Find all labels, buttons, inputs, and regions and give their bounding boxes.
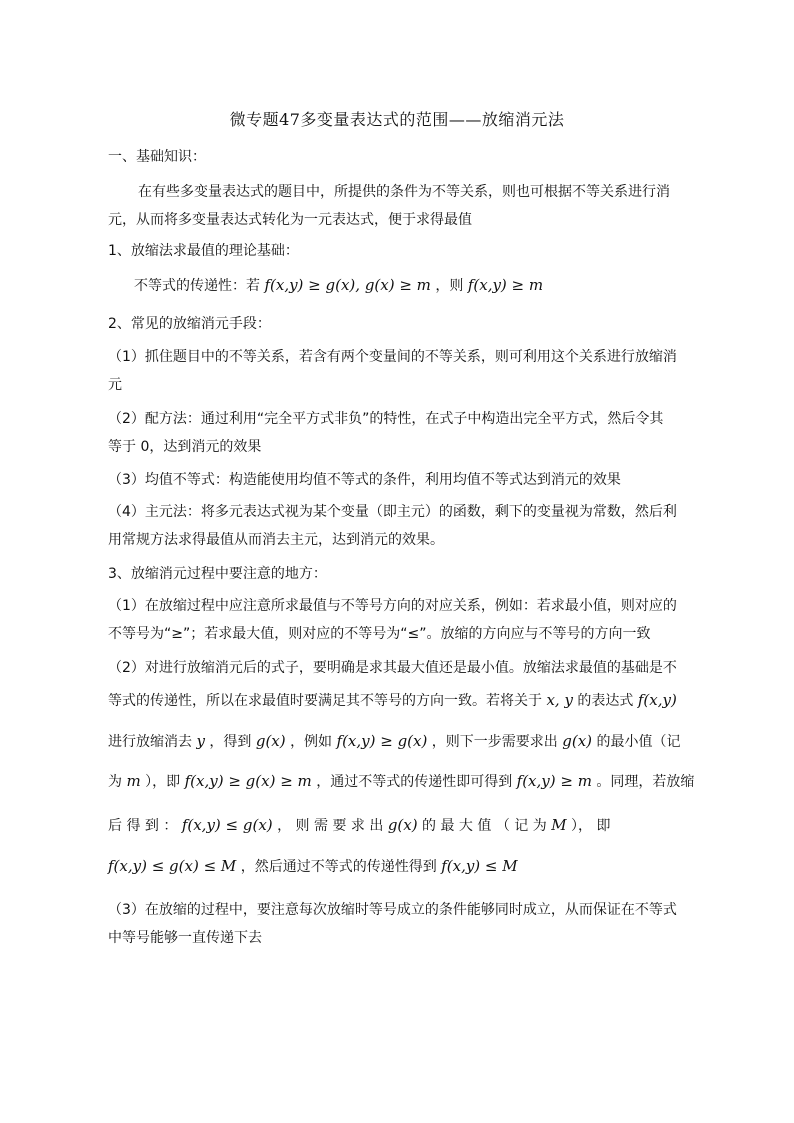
note-2-text: ）， 即 <box>571 818 611 834</box>
note-2-math-xy: x, y <box>546 691 573 709</box>
note-2-text: ，例如 <box>290 734 333 750</box>
note-2-math-gx: g(x) <box>255 732 286 750</box>
note-2-text: ，通过不等式的传递性即可得到 <box>316 774 513 790</box>
theory-formula-2: f(x,y) ≥ m <box>467 276 544 294</box>
method-2-line1: （2）配方法：通过利用“完全平方式非负”的特性，在式子中构造出完全平方式，然后令其 <box>108 411 664 427</box>
note-1-line2: 不等号为“≥”；若求最大值，则对应的不等号为“≤”。放缩的方向应与不等号的方向一致 <box>108 626 651 642</box>
note-2-math-chain-le: f(x,y) ≤ g(x) ≤ M <box>108 857 237 875</box>
method-4-line1: （4）主元法：将多元表达式视为某个变量（即主元）的函数，剩下的变量视为常数，然后利 <box>108 504 677 520</box>
method-2-line2: 等于 0，达到消元的效果 <box>108 439 262 455</box>
note-2-text: 的表达式 <box>577 693 634 709</box>
method-3: （3）均值不等式：构造能使用均值不等式的条件，利用均值不等式达到消元的效果 <box>108 472 621 488</box>
note-2-text: ，则下一步需要求出 <box>431 734 558 750</box>
note-2-math-gx: g(x) <box>562 732 593 750</box>
note-2-line6 <box>108 856 688 876</box>
note-2-math-gx: g(x) <box>387 816 418 834</box>
intro-paragraph-line2: 元，从而将多变量表达式转化为一元表达式，便于求得最值 <box>108 212 472 228</box>
note-2-line2 <box>108 690 688 710</box>
note-2-text: 等式的传递性，所以在求最值时要满足其不等号的方向一致。若将关于 <box>108 693 542 709</box>
method-4-line2: 用常规方法求得最值从而消去主元，达到消元的效果。 <box>108 532 444 548</box>
heading-methods: 2、常见的放缩消元手段： <box>108 316 271 332</box>
note-2-text: ，然后通过不等式的传递性得到 <box>240 859 437 875</box>
method-1-line2: 元 <box>108 377 122 393</box>
note-3-line2: 中等号能够一直传递下去 <box>108 930 262 946</box>
theory-then: ，则 <box>435 278 464 294</box>
note-2-text: ， 则 需 要 求 出 <box>277 818 384 834</box>
note-2-line3 <box>108 731 688 751</box>
note-3-line1: （3）在放缩的过程中，要注意每次放缩时等号成立的条件能够同时成立，从而保证在不等式 <box>108 902 677 918</box>
note-2-line1: （2）对进行放缩消元后的式子，要明确是求其最大值还是最小值。放缩法求最值的基础是不 <box>108 660 677 676</box>
section-heading-basics: 一、基础知识： <box>108 149 206 165</box>
note-2-math-y: y <box>196 732 205 750</box>
note-2-math-m: m <box>126 772 141 790</box>
theory-statement <box>134 275 714 295</box>
page-title: 微专题47多变量表达式的范围——放缩消元法 <box>229 110 565 129</box>
theory-text: 不等式的传递性：若 <box>134 278 260 294</box>
note-2-text: 后 得 到 ： <box>108 818 178 834</box>
note-2-text: ），即 <box>145 774 181 790</box>
note-2-math-M: M <box>551 816 567 834</box>
note-2-line4 <box>108 771 695 791</box>
note-2-text: 。同理，若放缩 <box>596 774 695 790</box>
note-2-text: 为 <box>108 774 122 790</box>
note-2-math-fxy: f(x,y) <box>637 691 677 709</box>
note-2-math-ineq-le: f(x,y) ≤ g(x) <box>181 816 273 834</box>
note-2-math-result-le: f(x,y) ≤ M <box>441 857 518 875</box>
theory-formula-1: f(x,y) ≥ g(x), g(x) ≥ m <box>264 276 431 294</box>
note-2-line5 <box>108 815 688 835</box>
note-2-math-chain: f(x,y) ≥ g(x) ≥ m <box>184 772 312 790</box>
method-1-line1: （1）抓住题目中的不等关系，若含有两个变量间的不等关系，则可利用这个关系进行放缩消 <box>108 349 677 365</box>
heading-theory: 1、放缩法求最值的理论基础： <box>108 243 299 259</box>
note-2-text: 的 最 大 值 （ 记 为 <box>422 818 547 834</box>
note-1-line1: （1）在放缩过程中应注意所求最值与不等号方向的对应关系，例如：若求最小值，则对应的 <box>108 598 677 614</box>
note-2-math-result: f(x,y) ≥ m <box>516 772 592 790</box>
note-2-math-ineq: f(x,y) ≥ g(x) <box>336 732 428 750</box>
intro-paragraph-line1: 在有些多变量表达式的题目中，所提供的条件为不等关系，则也可根据不等关系进行消 <box>138 184 670 200</box>
note-2-text: ，得到 <box>209 734 252 750</box>
note-2-text: 进行放缩消去 <box>108 734 192 750</box>
heading-notes: 3、放缩消元过程中要注意的地方： <box>108 566 327 582</box>
note-2-text: 的最小值（记 <box>596 734 681 750</box>
